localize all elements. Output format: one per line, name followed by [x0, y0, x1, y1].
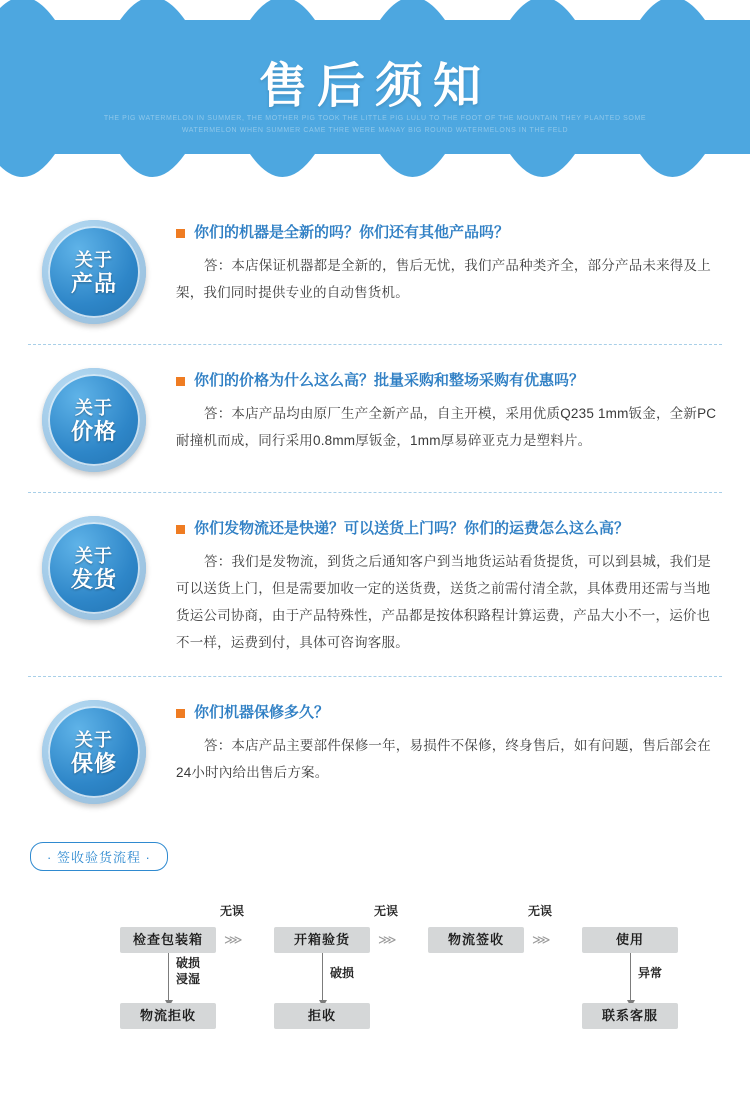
faq-item-price [0, 344, 750, 492]
page-title: 售后须知 [258, 58, 491, 114]
badge-warranty [42, 700, 146, 804]
faq-question-row [176, 222, 722, 244]
flow-arrow-3: ⋙ [532, 932, 549, 947]
faq-question: 你们发物流还是快递？可以送货上门吗？你们的运费怎么这么高？ [194, 520, 630, 537]
flow-label-damaged [176, 955, 200, 987]
faq-answer: 答：本店保证机器都是全新的，售后无忧，我们产品种类齐全，部分产品未来得及上架，我们同时提供专业的自动售货机。 [176, 258, 711, 300]
faq-content [146, 366, 722, 454]
inspection-flow-section [0, 824, 750, 1037]
faq-question-row [176, 518, 722, 540]
flow-arrow-2: ⋙ [378, 932, 395, 947]
square-bullet-icon [176, 525, 185, 534]
flow-node-logistics-sign: 物流签收 [428, 927, 524, 953]
flow-node-contact-support: 联系客服 [582, 1003, 678, 1029]
faq-question: 你们的价格为什么这么高？批量采购和整场采购有优惠吗？ [194, 372, 585, 389]
faq-answer: 答：本店产品均由原厂生产全新产品，自主开模，采用优质Q235 1mm钣金，全新PC耐撞机而成，同行采用0.8mm厚钣金，1mm厚易碎亚克力是塑料片。 [176, 406, 717, 448]
square-bullet-icon [176, 709, 185, 718]
faq-answer: 答：我们是发物流，到货之后通知客户到当地货运站看货提货，可以到县城，我们是可以送货上门，但是需要加收一定的送货费，送货之前需付清全款，具体费用还需与当地货运公司协商，由于产品特殊性，产品都是按体积路程计算运费，产品大小不一，运价也不一样，运费到付，具体可咨询客服。 [176, 554, 711, 650]
badge-label-bottom: 产品 [70, 271, 117, 296]
flow-node-use: 使用 [582, 927, 678, 953]
flow-label-ok-2: 无误 [374, 904, 399, 918]
faq-section [0, 196, 750, 824]
flow-label-damaged-line2: 浸湿 [176, 972, 201, 986]
flow-connector-3 [630, 953, 631, 1001]
wave-bottom-decoration [0, 154, 750, 196]
flow-diagram [28, 897, 722, 1037]
flow-node-open-inspect: 开箱验货 [274, 927, 370, 953]
badge-label-bottom: 价格 [70, 419, 117, 444]
flow-section-title: · 签收验货流程 · [30, 842, 168, 871]
flow-label-ok-3: 无误 [528, 904, 553, 918]
faq-item-shipping [0, 492, 750, 676]
square-bullet-icon [176, 377, 185, 386]
faq-content [146, 514, 722, 656]
badge-label-top: 关于 [74, 546, 113, 566]
badge-shipping [42, 516, 146, 620]
flow-label-ok-1: 无误 [220, 904, 245, 918]
badge-label-top: 关于 [74, 398, 113, 418]
badge-product [42, 220, 146, 324]
page-header [0, 0, 750, 196]
faq-content [146, 218, 722, 306]
faq-question: 你们机器保修多久？ [194, 704, 330, 721]
faq-question-row [176, 702, 722, 724]
badge-label-top: 关于 [74, 250, 113, 270]
flow-connector-2 [322, 953, 323, 1001]
flow-node-check-package: 检查包装箱 [120, 927, 216, 953]
square-bullet-icon [176, 229, 185, 238]
faq-item-warranty [0, 676, 750, 824]
badge-label-bottom: 发货 [70, 567, 117, 592]
flow-label-damaged-line1: 破损 [176, 956, 201, 970]
flow-node-reject-logistics: 物流拒收 [120, 1003, 216, 1029]
wave-top-decoration [0, 0, 750, 20]
badge-price [42, 368, 146, 472]
flow-node-reject: 拒收 [274, 1003, 370, 1029]
faq-question: 你们的机器是全新的吗？你们还有其他产品吗？ [194, 224, 510, 241]
header-subtitle: THE PIG WATERMELON IN SUMMER, THE MOTHER PIG TOOK THE LITTLE PIG LULU TO THE FOOT OF THE MOUNTAIN THEY PLANTED SOME WATERMELON WHEN SUMMER CAME THRE WERE MANAY BIG ROUND WATERMELONS IN THE FELD [103, 115, 647, 134]
faq-answer: 答：本店产品主要部件保修一年，易损件不保修，终身售后，如有问题，售后部会在24小时內给出售后方案。 [176, 738, 711, 780]
flow-arrow-1: ⋙ [224, 932, 241, 947]
flow-label-abnormal: 异常 [638, 966, 663, 980]
badge-label-bottom: 保修 [70, 751, 117, 776]
faq-item-product [0, 196, 750, 344]
faq-content [146, 698, 722, 786]
badge-label-top: 关于 [74, 730, 113, 750]
faq-question-row [176, 370, 722, 392]
flow-connector-1 [168, 953, 169, 1001]
flow-label-broken: 破损 [330, 966, 355, 980]
